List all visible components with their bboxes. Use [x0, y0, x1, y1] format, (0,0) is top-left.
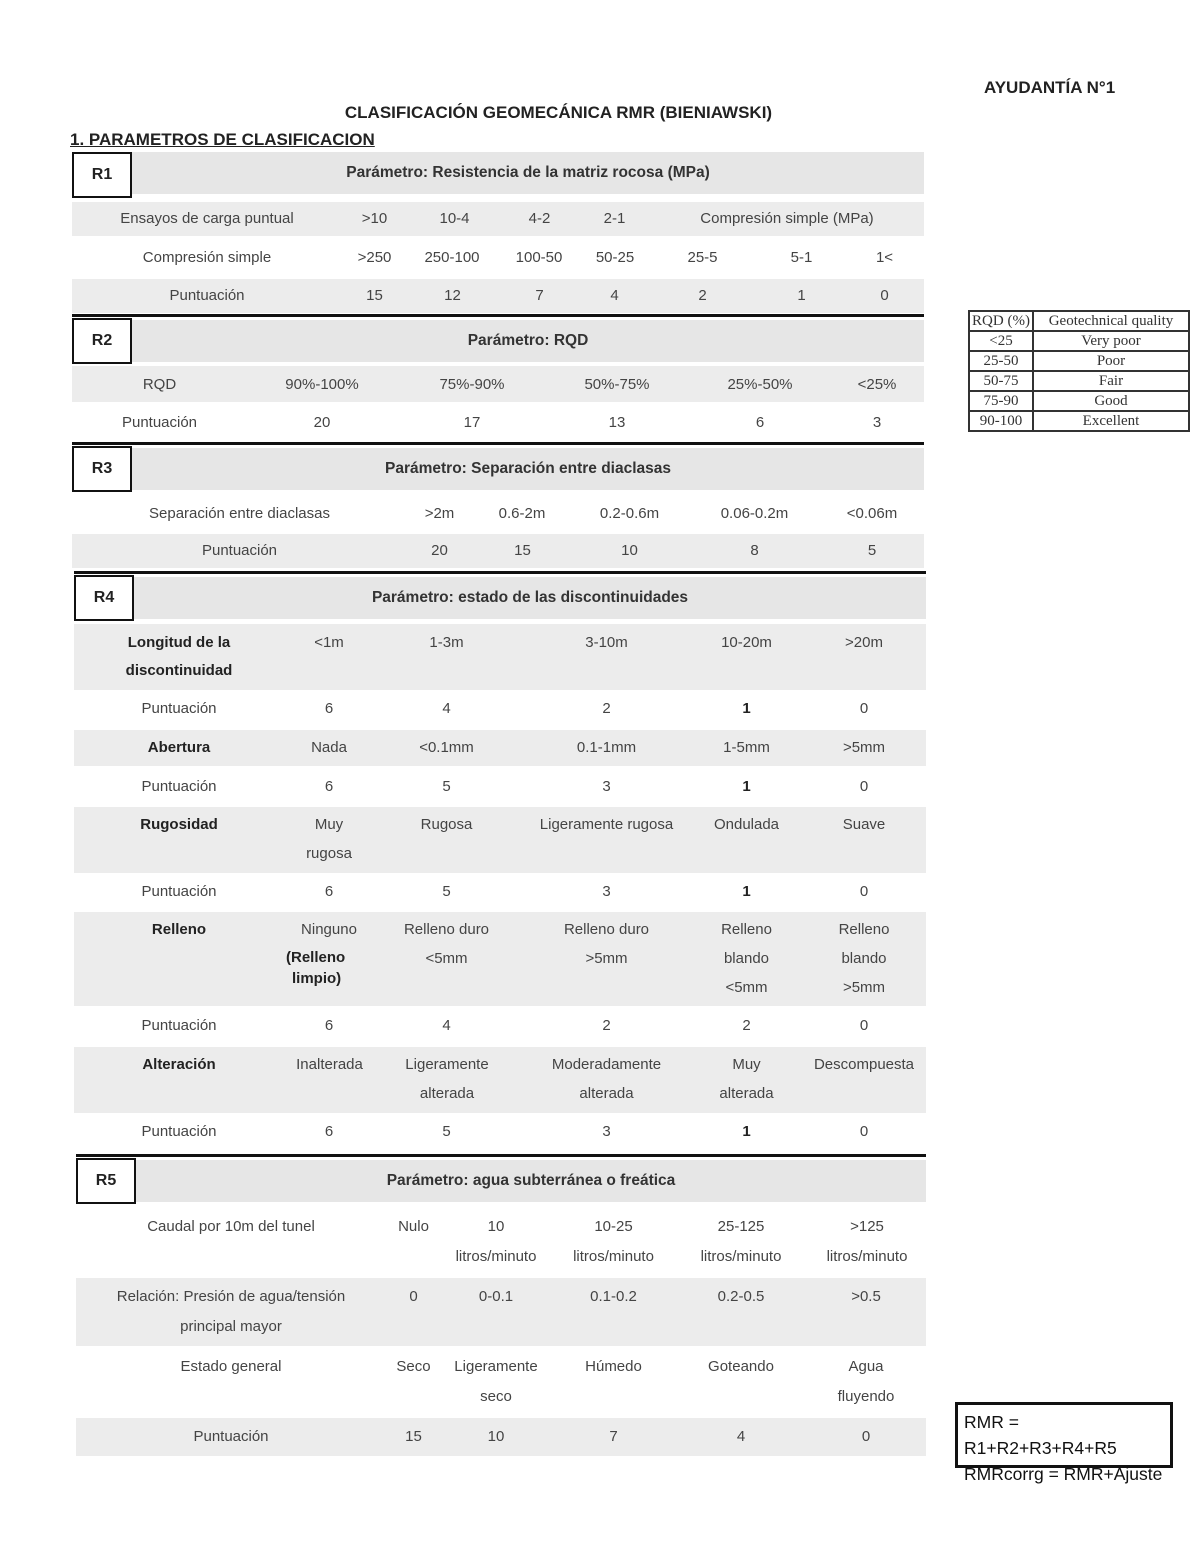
- r4-row-puntuacion-3: Puntuación 6 5 3 1 0: [141, 883, 869, 900]
- r5-label: R5: [76, 1158, 136, 1204]
- r5-row-puntuacion: Puntuación 15 10 7 4 0: [76, 1418, 926, 1456]
- r4-row-puntuacion-4: Puntuación 6 4 2 2 0: [141, 1017, 869, 1034]
- r5-table: [76, 1154, 926, 1458]
- rqd-quality-header: RQD (%) Geotechnical quality: [969, 311, 1189, 331]
- r2-param: Parámetro: RQD: [132, 320, 924, 362]
- r4-row-abertura: Abertura Nada <0.1mm 0.1-1mm 1-5mm >5mm: [74, 730, 926, 766]
- r1-row-puntuacion: Puntuación 15 12 7 4 2 1 0: [72, 279, 924, 313]
- r3-row-puntuacion: Puntuación 20 15 10 8 5: [72, 534, 924, 568]
- r4-row-relleno: Relleno Ninguno (Relleno limpio) Relleno duro <5mm Relleno duro >5mm Relleno blando <5mm Relleno blando >5mm: [74, 912, 926, 1006]
- r3-row-separacion: Separación entre diaclasas >2m 0.6-2m 0.2-0.6m 0.06-0.2m <0.06m: [149, 505, 898, 522]
- r4-row-puntuacion-1: Puntuación 6 4 2 1 0: [141, 700, 869, 717]
- r1-label: R1: [72, 152, 132, 198]
- rqd-quality-row: 50-75 Fair: [969, 371, 1189, 391]
- r4-row-puntuacion-2: Puntuación 6 5 3 1 0: [141, 778, 869, 795]
- r4-row-rugosidad: Rugosidad Muy rugosa Rugosa Ligeramente rugosa Ondulada Suave: [74, 807, 926, 873]
- r5-param: Parámetro: agua subterránea o freática: [136, 1160, 926, 1202]
- r1-param: Parámetro: Resistencia de la matriz rocosa (MPa): [132, 152, 924, 194]
- rmr-formula-box: [955, 1402, 1173, 1484]
- r4-row-alteracion: Alteración Inalterada Ligeramente alterada Moderadamente alterada Muy alterada Descompuesta: [74, 1047, 926, 1113]
- section-title: 1. PARAMETROS DE CLASIFICACION: [70, 130, 375, 149]
- rqd-quality-row: 75-90 Good: [969, 391, 1189, 411]
- r5-row-caudal: Caudal por 10m del tunel Nulo 10 litros/minuto 10-25 litros/minuto 25-125 litros/minuto >125 litros/minuto: [147, 1218, 908, 1265]
- r2-label: R2: [72, 318, 132, 364]
- r3-param: Parámetro: Separación entre diaclasas: [132, 448, 924, 490]
- r2-row-rqd: RQD 90%-100% 75%-90% 50%-75% 25%-50% <25%: [72, 366, 924, 402]
- r4-row-puntuacion-5: Puntuación 6 5 3 1 0: [141, 1123, 869, 1140]
- assignment-number: AYUDANTÍA N°1: [984, 78, 1116, 97]
- r1-table: [72, 152, 924, 310]
- rqd-quality-row: <25 Very poor: [969, 331, 1189, 351]
- r1-row-compresion: Compresión simple >250 250-100 100-50 50-25 25-5 5-1 1<: [142, 249, 894, 266]
- rqd-quality-row: 25-50 Poor: [969, 351, 1189, 371]
- r5-row-relacion: Relación: Presión de agua/tensión principal mayor 0 0-0.1 0.1-0.2 0.2-0.5 >0.5: [76, 1278, 926, 1346]
- rqd-quality-row: 90-100 Excellent: [969, 411, 1189, 431]
- r5-row-estado: Estado general Seco Ligeramente seco Húmedo Goteando Agua fluyendo: [180, 1358, 895, 1405]
- rqd-quality-table: [968, 310, 1190, 432]
- rmr-formula: RMR = R1+R2+R3+R4+R5: [964, 1412, 1117, 1458]
- r4-row-longitud: Longitud de la discontinuidad <1m 1-3m 3-10m 10-20m >20m: [74, 624, 926, 690]
- r4-param: Parámetro: estado de las discontinuidades: [134, 577, 926, 619]
- r4-table: [74, 571, 926, 1151]
- r1-row-carga: Ensayos de carga puntual >10 10-4 4-2 2-1 Compresión simple (MPa): [72, 202, 924, 236]
- r2-table: [72, 314, 924, 442]
- rmr-corrected-formula: RMRcorrg = RMR+Ajuste: [964, 1464, 1163, 1484]
- page-title: CLASIFICACIÓN GEOMECÁNICA RMR (BIENIAWSKI): [344, 103, 773, 122]
- r3-table: [72, 442, 924, 570]
- r3-label: R3: [72, 446, 132, 492]
- r2-row-puntuacion: Puntuación 20 17 13 6 3: [121, 414, 882, 431]
- r4-label: R4: [74, 575, 134, 621]
